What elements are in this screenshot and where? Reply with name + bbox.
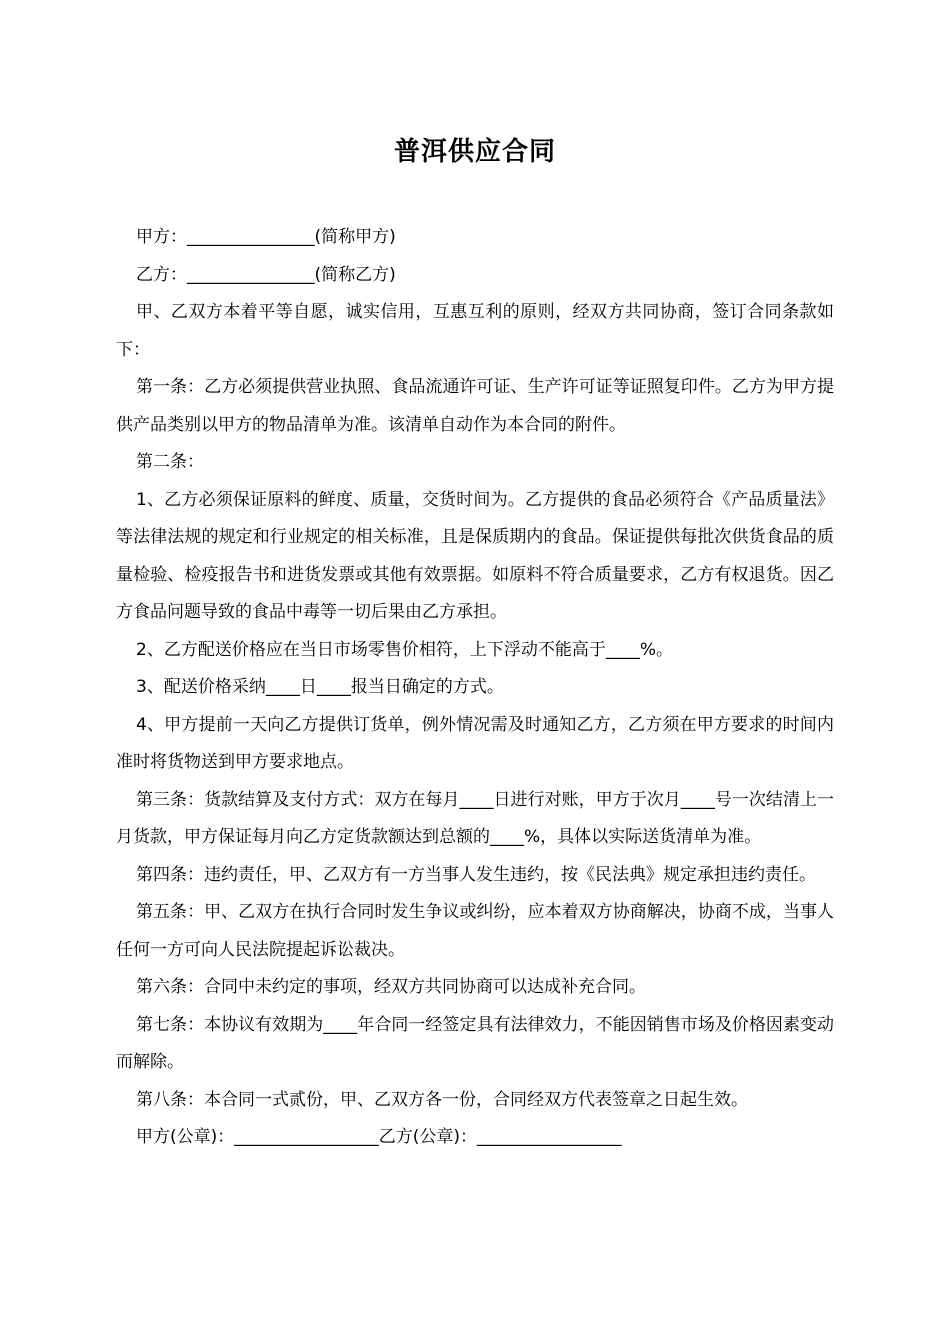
- article-2-item-3: 3、配送价格采纳____日____报当日确定的方式。: [136, 677, 504, 697]
- article-7-paragraph: 第七条：本协议有效期为____年合同一经签定具有法律效力，不能因销售市场及价格因素变动而解除。: [116, 1014, 834, 1072]
- preamble-paragraph: 甲、乙双方本着平等自愿，诚实信用，互惠互利的原则，经双方共同协商，签订合同条款如下：: [116, 302, 834, 360]
- article-1-paragraph: 第一条：乙方必须提供营业执照、食品流通许可证、生产许可证等证照复印件。乙方为甲方提供产品类别以甲方的物品清单为准。该清单自动作为本合同的附件。: [116, 377, 834, 435]
- article-2-item-4: 4、甲方提前一天向乙方提供订货单，例外情况需及时通知乙方，乙方须在甲方要求的时间内准时将货物送到甲方要求地点。: [116, 714, 834, 772]
- article-4-paragraph: 第四条：违约责任，甲、乙双方有一方当事人发生违约，按《民法典》规定承担违约责任。: [136, 864, 816, 885]
- article-6-paragraph: 第六条：合同中未约定的事项，经双方共同协商可以达成补充合同。: [136, 977, 646, 997]
- article-2-item-2: 2、乙方配送价格应在当日市场零售价相符，上下浮动不能高于____%。: [136, 639, 673, 660]
- article-2-item-1: 1、乙方必须保证原料的鲜度、质量，交货时间为。乙方提供的食品必须符合《产品质量法》等法律法规的规定和行业规定的相关标准，且是保质期内的食品。保证提供每批次供货食品的质量检验、检疫报告书和进货发票或其他有效票据。如原料不符合质量要求，乙方有权退货。因乙方食品问题导致的食品中毒等一切后果由乙方承担。: [116, 489, 834, 622]
- article-8-paragraph: 第八条：本合同一式贰份，甲、乙双方各一份，合同经双方代表签章之日起生效。: [136, 1089, 748, 1110]
- article-2-heading: 第二条：: [136, 452, 204, 472]
- party-a-line: 甲方：_______________(简称甲方): [136, 227, 396, 247]
- signature-line: 甲方(公章)：_________________乙方(公章)：_________________: [136, 1127, 622, 1147]
- article-5-paragraph: 第五条：甲、乙双方在执行合同时发生争议或纠纷，应本着双方协商解决，协商不成，当事人任何一方可向人民法院提起诉讼裁决。: [116, 902, 834, 960]
- party-b-line: 乙方：_______________(简称乙方): [136, 264, 396, 285]
- document-title: 普洱供应合同: [393, 137, 556, 167]
- contract-body: [116, 219, 834, 1157]
- article-3-paragraph: 第三条：货款结算及支付方式：双方在每月____日进行对账，甲方于次月____号一次结清上一月货款，甲方保证每月向乙方定货款额达到总额的____%，具体以实际送货清单为准。: [116, 789, 834, 847]
